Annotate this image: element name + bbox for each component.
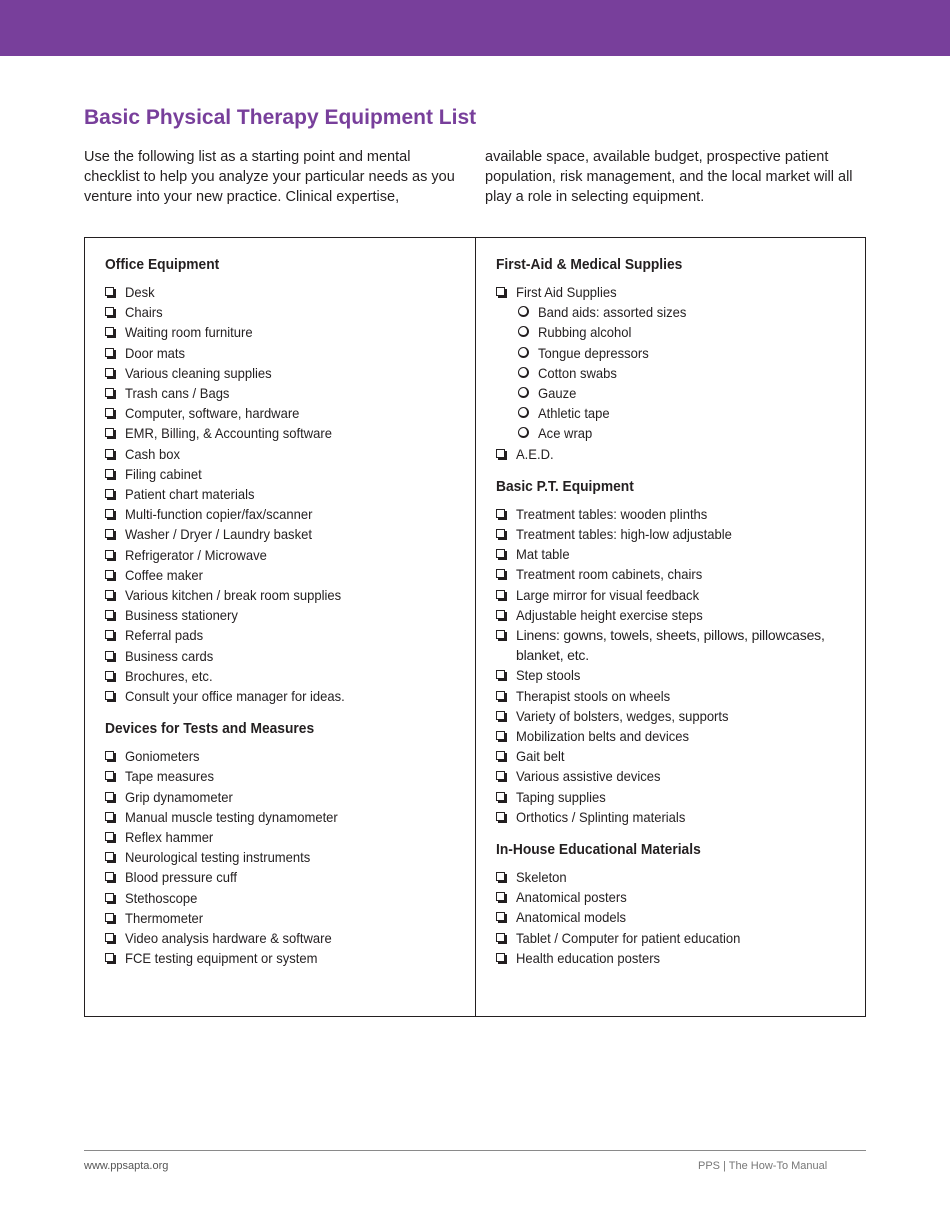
- checklist-item: [496, 282, 851, 302]
- item-label: Refrigerator / Microwave: [125, 546, 267, 563]
- checkbox-icon: [496, 670, 505, 679]
- item-label: Patient chart materials: [125, 486, 255, 503]
- checkbox-icon: [496, 812, 505, 821]
- checklist-item: [105, 666, 460, 686]
- item-label: Computer, software, hardware: [125, 405, 300, 422]
- circle-bullet-icon: [518, 407, 529, 418]
- checklist-item: [496, 564, 851, 584]
- checkbox-icon: [105, 751, 114, 760]
- checklist-item: [105, 464, 460, 484]
- checklist-item: [105, 928, 460, 948]
- checkbox-icon: [105, 913, 114, 922]
- item-label: Goniometers: [125, 748, 200, 765]
- checklist-item: [496, 706, 851, 726]
- checklist-item: [105, 565, 460, 585]
- item-label: Coffee maker: [125, 566, 203, 583]
- sub-list-item: [496, 403, 851, 423]
- checkbox-icon: [105, 832, 114, 841]
- checkbox-icon: [105, 307, 114, 316]
- checkbox-icon: [496, 529, 505, 538]
- checkbox-icon: [105, 610, 114, 619]
- item-label: Brochures, etc.: [125, 667, 213, 684]
- checkbox-icon: [105, 469, 114, 478]
- checklist-item: [105, 625, 460, 645]
- checklist-item: [496, 524, 851, 544]
- checkbox-icon: [105, 449, 114, 458]
- item-label: Taping supplies: [516, 788, 606, 805]
- checkbox-icon: [105, 771, 114, 780]
- checkbox-icon: [496, 771, 505, 780]
- checklist-item: [105, 847, 460, 867]
- item-label: Cotton swabs: [538, 364, 617, 381]
- circle-bullet-icon: [518, 387, 529, 398]
- checkbox-icon: [105, 550, 114, 559]
- checklist-item: [496, 444, 851, 464]
- checklist-item: [496, 504, 851, 524]
- item-label: Gauze: [538, 385, 577, 402]
- checkbox-icon: [105, 953, 114, 962]
- checklist: [105, 746, 460, 968]
- item-label: Filing cabinet: [125, 465, 202, 482]
- section-heading: Office Equipment: [105, 256, 220, 273]
- item-label: Tape measures: [125, 768, 215, 785]
- checklist-item: [105, 948, 460, 968]
- checkbox-icon: [496, 892, 505, 901]
- item-label: Various cleaning supplies: [125, 364, 272, 381]
- checkbox-icon: [496, 691, 505, 700]
- checkbox-icon: [105, 671, 114, 680]
- item-label: Blood pressure cuff: [125, 869, 237, 886]
- checklist-item: [496, 807, 851, 827]
- checkbox-icon: [496, 953, 505, 962]
- checkbox-icon: [105, 651, 114, 660]
- item-label: Large mirror for visual feedback: [516, 586, 700, 603]
- section-heading: Devices for Tests and Measures: [105, 720, 315, 738]
- item-label: Cash box: [125, 445, 181, 462]
- checkbox-icon: [496, 933, 505, 942]
- item-label: Treatment room cabinets, chairs: [516, 566, 703, 583]
- checkbox-icon: [105, 852, 114, 861]
- item-label: Grip dynamometer: [125, 788, 233, 805]
- item-label: Treatment tables: high-low adjustable: [516, 526, 732, 543]
- checkbox-icon: [496, 731, 505, 740]
- checklist-item: [105, 444, 460, 464]
- sub-list-item: [496, 383, 851, 403]
- item-label: Variety of bolsters, wedges, supports: [516, 707, 729, 724]
- checkbox-icon: [105, 348, 114, 357]
- checklist-item: [105, 686, 460, 706]
- checklist-item: [105, 302, 460, 322]
- checkbox-icon: [105, 388, 114, 397]
- equipment-checklist-box: [84, 237, 866, 1017]
- section-first-aid-medical-supplies: [496, 255, 851, 464]
- item-label: Business stationery: [125, 607, 238, 624]
- item-label: Rubbing alcohol: [538, 324, 632, 341]
- item-label: Desk: [125, 284, 155, 300]
- checklist-item: [105, 363, 460, 383]
- item-label: Athletic tape: [538, 405, 610, 422]
- item-label: Anatomical models: [516, 909, 627, 926]
- checkbox-icon: [105, 489, 114, 498]
- item-label: First Aid Supplies: [516, 284, 617, 300]
- checkbox-icon: [105, 933, 114, 942]
- checklist: [105, 282, 460, 706]
- checkbox-icon: [105, 792, 114, 801]
- checklist-item: [105, 545, 460, 565]
- checkbox-icon: [105, 570, 114, 579]
- checkbox-icon: [105, 590, 114, 599]
- item-label: EMR, Billing, & Accounting software: [125, 425, 332, 442]
- checklist-item: [105, 343, 460, 363]
- item-label: Linens: gowns, towels, sheets, pillows, pillowcases, blanket, etc.: [516, 627, 825, 664]
- item-label: FCE testing equipment or system: [125, 950, 318, 967]
- checkbox-icon: [105, 630, 114, 639]
- item-label: Various kitchen / break room supplies: [125, 587, 342, 604]
- checklist-item: [496, 948, 851, 968]
- circle-bullet-icon: [518, 347, 529, 358]
- section-heading: First-Aid & Medical Supplies: [496, 256, 683, 273]
- checklist-item: [105, 403, 460, 423]
- checklist-item: [105, 787, 460, 807]
- circle-bullet-icon: [518, 326, 529, 337]
- intro-text-right: available space, available budget, prospective patient population, risk management, and the local market will all play a role in selecting equipment.: [485, 149, 853, 205]
- circle-bullet-icon: [518, 427, 529, 438]
- item-label: Ace wrap: [538, 425, 593, 442]
- checklist: [496, 504, 851, 827]
- checklist-item: [496, 665, 851, 685]
- checkbox-icon: [496, 449, 505, 458]
- sub-list-item: [496, 302, 851, 322]
- checklist-item: [496, 928, 851, 948]
- checkbox-icon: [496, 711, 505, 720]
- sub-list-item: [496, 322, 851, 342]
- checkbox-icon: [496, 751, 505, 760]
- checkbox-icon: [105, 428, 114, 437]
- item-label: Multi-function copier/fax/scanner: [125, 506, 313, 523]
- section-basic-p-t-equipment: [496, 477, 851, 827]
- section-devices-for-tests-and-measures: [105, 719, 460, 968]
- checkbox-icon: [496, 509, 505, 518]
- checkbox-icon: [105, 368, 114, 377]
- right-column: [496, 255, 851, 981]
- checklist-item: [105, 807, 460, 827]
- checklist-item: [105, 827, 460, 847]
- item-label: Step stools: [516, 667, 581, 684]
- checklist: [496, 282, 851, 464]
- checkbox-icon: [496, 569, 505, 578]
- checkbox-icon: [105, 872, 114, 881]
- circle-bullet-icon: [518, 306, 529, 317]
- checklist-item: [496, 887, 851, 907]
- item-label: Skeleton: [516, 869, 567, 886]
- checkbox-icon: [105, 509, 114, 518]
- checkbox-icon: [496, 287, 505, 296]
- item-label: Therapist stools on wheels: [516, 687, 671, 704]
- item-label: Gait belt: [516, 748, 565, 765]
- checklist-item: [105, 766, 460, 786]
- checkbox-icon: [105, 408, 114, 417]
- checklist-item: [496, 787, 851, 807]
- checklist-item: [105, 646, 460, 666]
- item-label: Health education posters: [516, 949, 661, 966]
- item-label: Anatomical posters: [516, 889, 627, 906]
- checklist-item: [105, 504, 460, 524]
- header-banner: [0, 0, 950, 56]
- checklist-item: [105, 282, 460, 302]
- checkbox-icon: [496, 549, 505, 558]
- item-label: Various assistive devices: [516, 768, 661, 785]
- checklist-item: [496, 625, 851, 665]
- item-label: Stethoscope: [125, 889, 198, 906]
- item-label: Trash cans / Bags: [125, 385, 230, 402]
- item-label: Business cards: [125, 647, 214, 664]
- item-label: Consult your office manager for ideas.: [125, 688, 345, 705]
- checkbox-icon: [105, 529, 114, 538]
- page-title: Basic Physical Therapy Equipment List: [84, 106, 477, 129]
- checkbox-icon: [496, 792, 505, 801]
- item-label: Treatment tables: wooden plinths: [516, 505, 708, 522]
- sub-list-item: [496, 363, 851, 383]
- checklist-item: [105, 322, 460, 342]
- item-label: Orthotics / Splinting materials: [516, 808, 686, 825]
- circle-bullet-icon: [518, 367, 529, 378]
- item-label: Video analysis hardware & software: [125, 930, 332, 947]
- item-label: Manual muscle testing dynamometer: [125, 808, 338, 825]
- checkbox-icon: [105, 893, 114, 902]
- intro-text-left: Use the following list as a starting point and mental checklist to help you analyze your particular needs as you venture into your new practice. Clinical expertise,: [84, 149, 455, 205]
- checkbox-icon: [496, 590, 505, 599]
- item-label: Reflex hammer: [125, 829, 214, 846]
- item-label: Mat table: [516, 546, 570, 563]
- footer-publication: PPS | The How-To Manual: [698, 1160, 828, 1172]
- item-label: Neurological testing instruments: [125, 849, 311, 866]
- item-label: Thermometer: [125, 909, 204, 926]
- footer-divider: [84, 1150, 866, 1151]
- item-label: Waiting room furniture: [125, 324, 253, 341]
- sub-list-item: [496, 343, 851, 363]
- checkbox-icon: [105, 691, 114, 700]
- item-label: Chairs: [125, 304, 163, 321]
- checkbox-icon: [496, 872, 505, 881]
- checklist-item: [105, 867, 460, 887]
- item-label: Referral pads: [125, 627, 204, 644]
- checkbox-icon: [105, 812, 114, 821]
- checkbox-icon: [105, 327, 114, 336]
- checklist-item: [105, 888, 460, 908]
- footer-website: www.ppsapta.org: [84, 1160, 169, 1172]
- item-label: A.E.D.: [516, 445, 554, 462]
- checklist-item: [105, 524, 460, 544]
- section-heading: Basic P.T. Equipment: [496, 477, 634, 495]
- checklist-item: [496, 907, 851, 927]
- checklist-item: [496, 585, 851, 605]
- checklist-item: [496, 726, 851, 746]
- checkbox-icon: [496, 610, 505, 619]
- checklist-item: [105, 423, 460, 443]
- checklist-item: [105, 746, 460, 766]
- section-heading: In-House Educational Materials: [496, 841, 701, 859]
- checklist-item: [496, 605, 851, 625]
- item-label: Tablet / Computer for patient education: [516, 929, 741, 946]
- item-label: Washer / Dryer / Laundry basket: [125, 526, 312, 543]
- item-label: Door mats: [125, 344, 186, 361]
- section-office-equipment: [105, 255, 460, 706]
- checkbox-icon: [105, 287, 114, 296]
- checklist-item: [496, 544, 851, 564]
- checklist: [496, 867, 851, 968]
- item-label: Tongue depressors: [538, 344, 649, 361]
- checklist-item: [496, 766, 851, 786]
- checkbox-icon: [496, 630, 505, 639]
- item-label: Band aids: assorted sizes: [538, 304, 687, 321]
- left-column: [105, 255, 460, 982]
- checklist-item: [105, 908, 460, 928]
- section-in-house-educational-materials: [496, 840, 851, 968]
- item-label: Mobilization belts and devices: [516, 728, 689, 745]
- checklist-item: [496, 746, 851, 766]
- column-divider: [475, 238, 476, 1016]
- checklist-item: [105, 585, 460, 605]
- checklist-item: [496, 867, 851, 887]
- checklist-item: [105, 383, 460, 403]
- checklist-item: [496, 686, 851, 706]
- checkbox-icon: [496, 912, 505, 921]
- item-label: Adjustable height exercise steps: [516, 606, 703, 623]
- checklist-item: [105, 484, 460, 504]
- sub-list-item: [496, 423, 851, 443]
- checklist-item: [105, 605, 460, 625]
